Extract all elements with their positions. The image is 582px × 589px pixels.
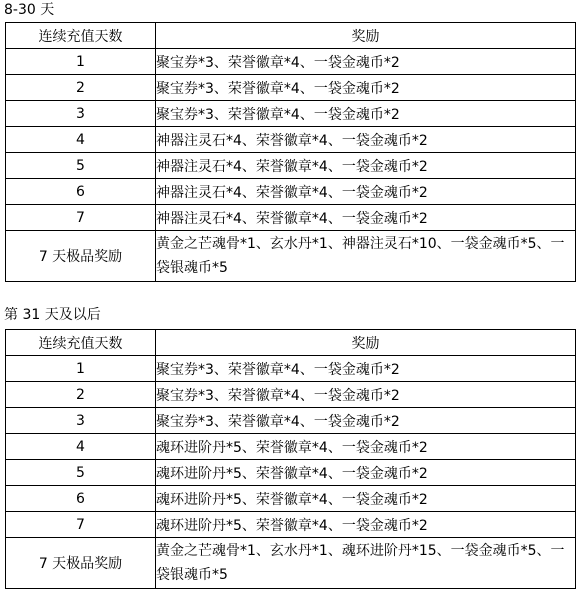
row-reward: 魂环进阶丹*5、荣誉徽章*4、一袋金魂币*2 [156, 486, 576, 512]
row-day: 6 [6, 179, 156, 205]
reward-table-31-plus [5, 329, 576, 589]
row-day: 7 [6, 512, 156, 538]
section-title-31-plus: 第 31 天及以后 [4, 307, 101, 323]
row-reward: 魂环进阶丹*5、荣誉徽章*4、一袋金魂币*2 [156, 512, 576, 538]
table-row [6, 153, 576, 179]
row-day: 7 天极品奖励 [6, 538, 156, 589]
table-row [6, 408, 576, 434]
table-row [6, 101, 576, 127]
row-reward: 聚宝券*3、荣誉徽章*4、一袋金魂币*2 [156, 101, 576, 127]
row-reward: 神器注灵石*4、荣誉徽章*4、一袋金魂币*2 [156, 205, 576, 231]
table-row [6, 382, 576, 408]
row-day: 2 [6, 75, 156, 101]
row-day: 7 [6, 205, 156, 231]
row-day: 5 [6, 460, 156, 486]
row-reward: 聚宝券*3、荣誉徽章*4、一袋金魂币*2 [156, 75, 576, 101]
header-days: 连续充值天数 [6, 23, 156, 49]
row-day: 4 [6, 127, 156, 153]
row-reward: 聚宝券*3、荣誉徽章*4、一袋金魂币*2 [156, 49, 576, 75]
table-row [6, 460, 576, 486]
row-day: 4 [6, 434, 156, 460]
row-day: 1 [6, 356, 156, 382]
row-day: 7 天极品奖励 [6, 231, 156, 282]
reward-table-8-30 [5, 22, 576, 282]
table-header-row [6, 23, 576, 49]
row-day: 3 [6, 408, 156, 434]
table-row-premium [6, 231, 576, 282]
row-reward: 聚宝券*3、荣誉徽章*4、一袋金魂币*2 [156, 356, 576, 382]
row-reward: 魂环进阶丹*5、荣誉徽章*4、一袋金魂币*2 [156, 434, 576, 460]
table-header-row [6, 330, 576, 356]
section-title-8-30: 8-30 天 [4, 2, 55, 18]
row-reward: 神器注灵石*4、荣誉徽章*4、一袋金魂币*2 [156, 127, 576, 153]
table-row [6, 179, 576, 205]
row-reward: 黄金之芒魂骨*1、玄水丹*1、神器注灵石*10、一袋金魂币*5、一袋银魂币*5 [156, 231, 576, 282]
row-reward: 黄金之芒魂骨*1、玄水丹*1、魂环进阶丹*15、一袋金魂币*5、一袋银魂币*5 [156, 538, 576, 589]
row-reward: 聚宝券*3、荣誉徽章*4、一袋金魂币*2 [156, 382, 576, 408]
table-row [6, 205, 576, 231]
table-row [6, 512, 576, 538]
header-days: 连续充值天数 [6, 330, 156, 356]
table-row [6, 75, 576, 101]
row-reward: 魂环进阶丹*5、荣誉徽章*4、一袋金魂币*2 [156, 460, 576, 486]
row-reward: 神器注灵石*4、荣誉徽章*4、一袋金魂币*2 [156, 153, 576, 179]
header-reward: 奖励 [156, 330, 576, 356]
row-day: 2 [6, 382, 156, 408]
table-row [6, 356, 576, 382]
row-day: 6 [6, 486, 156, 512]
row-day: 1 [6, 49, 156, 75]
row-day: 3 [6, 101, 156, 127]
row-day: 5 [6, 153, 156, 179]
row-reward: 神器注灵石*4、荣誉徽章*4、一袋金魂币*2 [156, 179, 576, 205]
table-row-premium [6, 538, 576, 589]
header-reward: 奖励 [156, 23, 576, 49]
table-row [6, 486, 576, 512]
row-reward: 聚宝券*3、荣誉徽章*4、一袋金魂币*2 [156, 408, 576, 434]
table-row [6, 434, 576, 460]
table-row [6, 127, 576, 153]
table-row [6, 49, 576, 75]
